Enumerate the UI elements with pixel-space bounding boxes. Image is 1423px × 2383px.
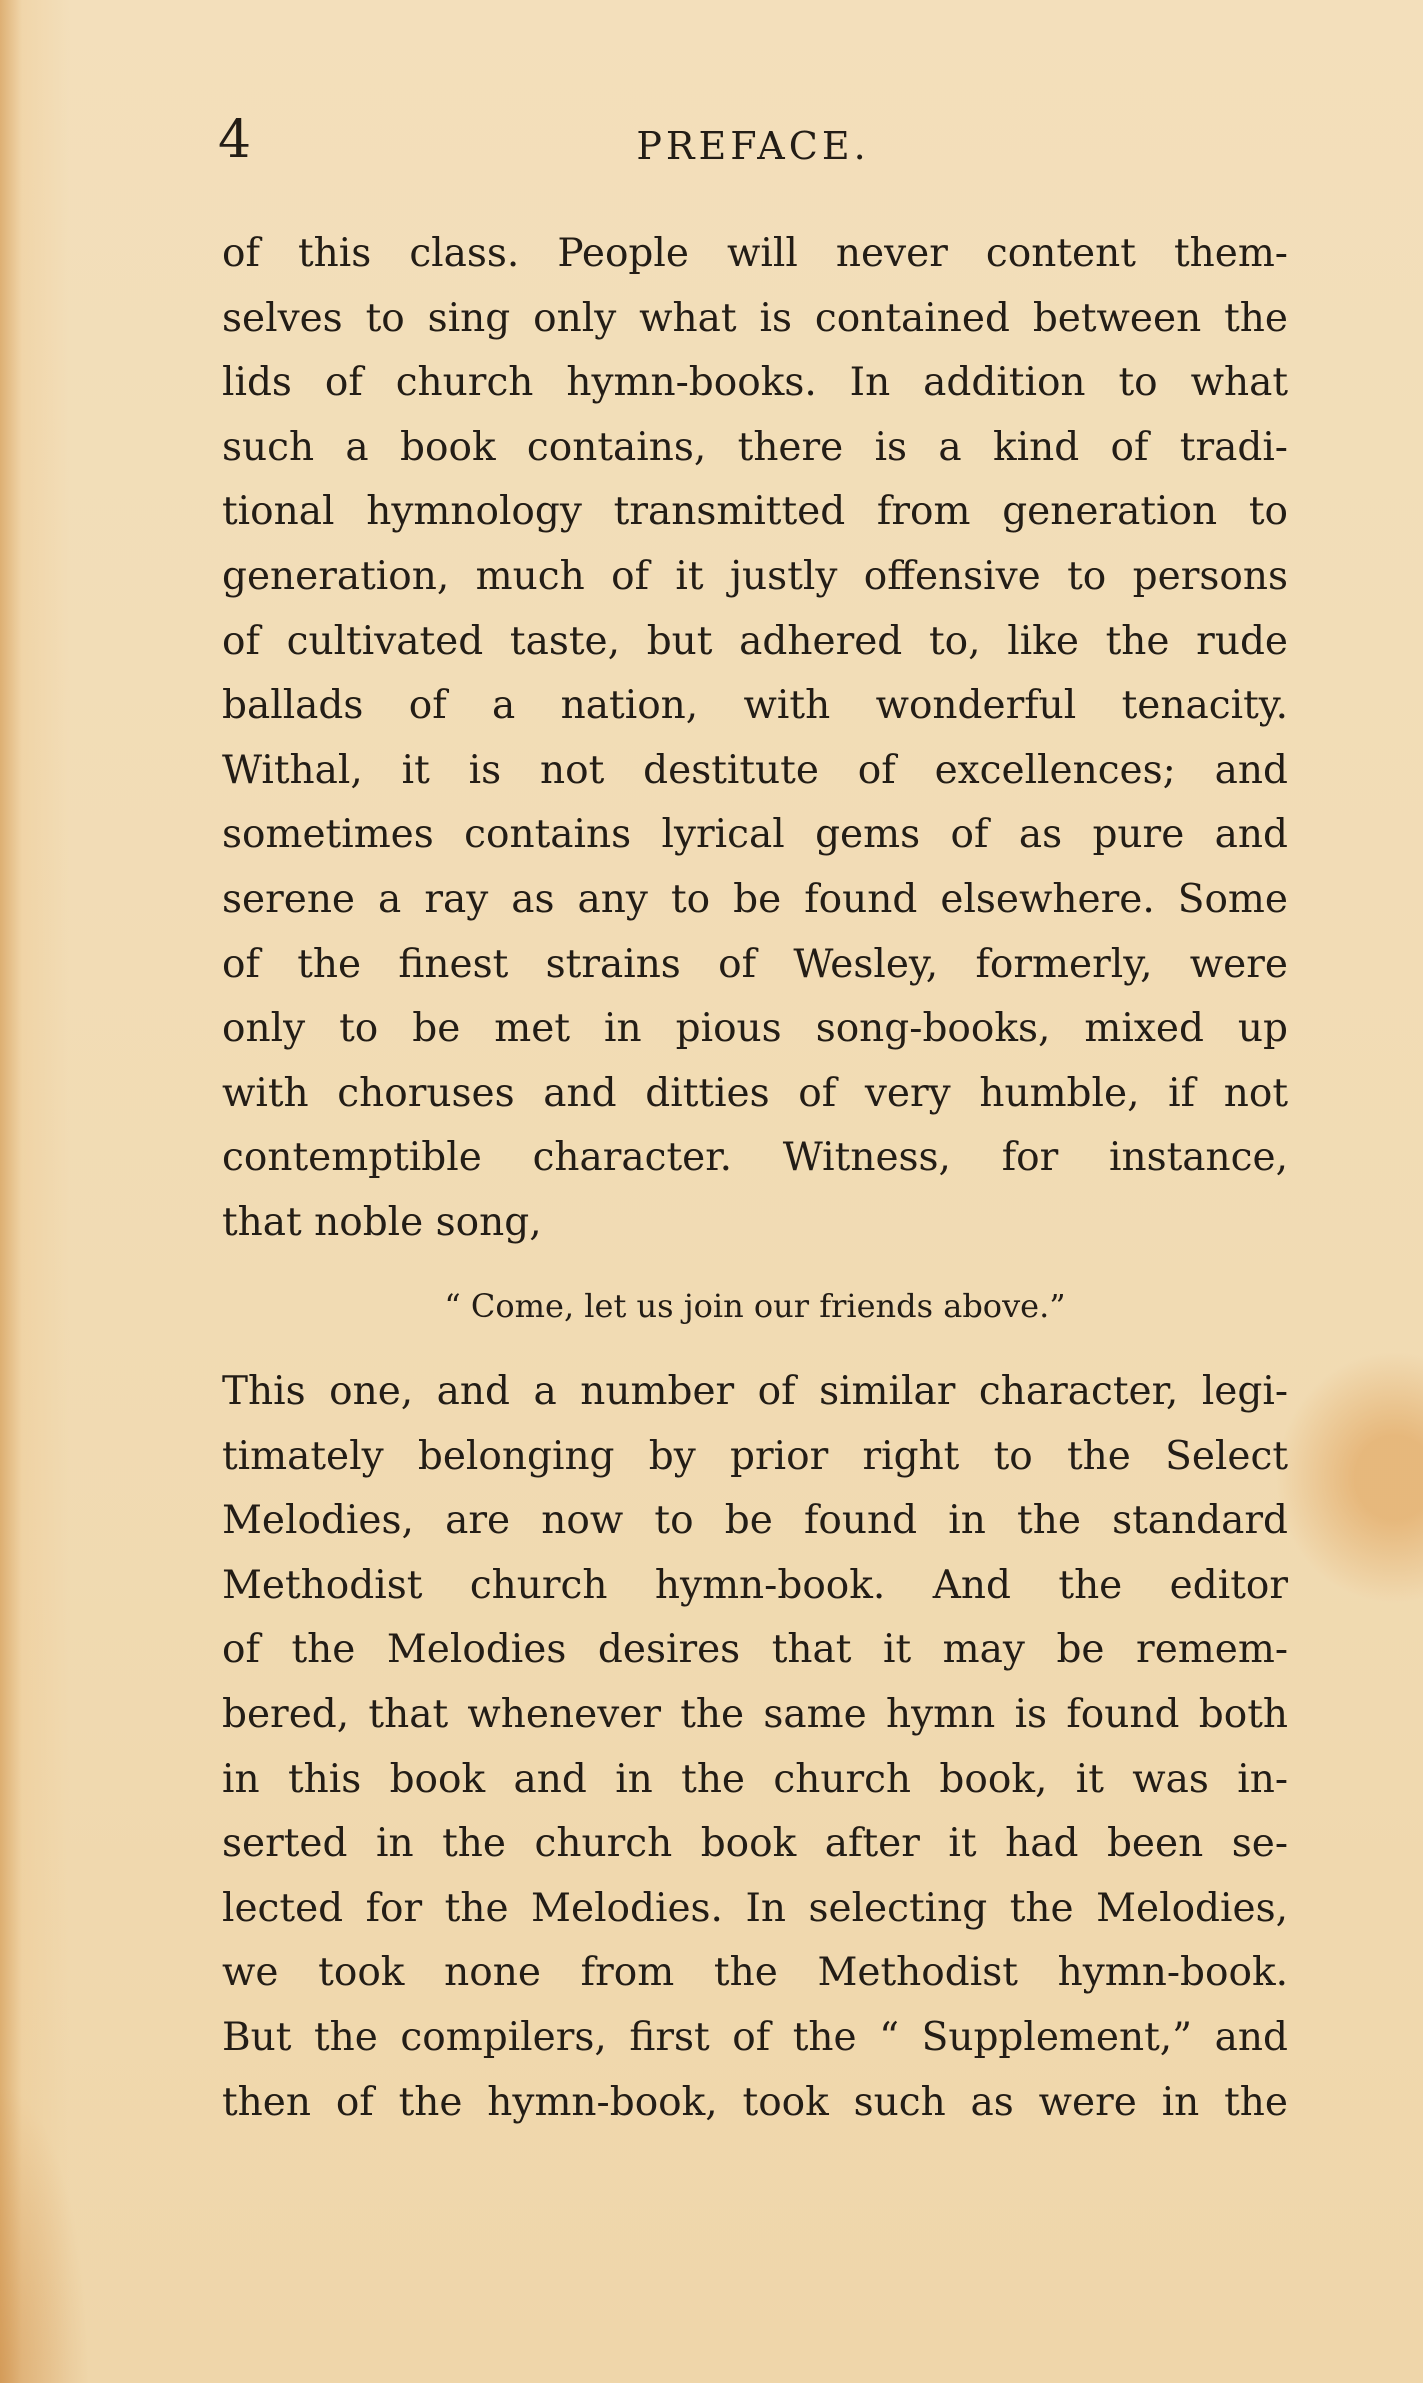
text-line: in this book and in the church book, it was in- xyxy=(222,1756,1288,1802)
text-line: sometimes contains lyrical gems of as pure and xyxy=(222,812,1288,858)
text-line: Withal, it is not destitute of excellences; and xyxy=(222,747,1288,793)
text-line: of the Melodies desires that it may be remem- xyxy=(222,1627,1288,1673)
text-line: selves to sing only what is contained between the xyxy=(222,295,1288,341)
text-line: with choruses and ditties of very humble, if not xyxy=(222,1070,1288,1116)
running-head: PREFACE. xyxy=(636,124,870,168)
quoted-hymn-title: “ Come, let us join our friends above.” xyxy=(444,1286,1066,1325)
text-line: tional hymnology transmitted from generation to xyxy=(222,489,1288,535)
text-line: we took none from the Methodist hymn-book. xyxy=(222,1950,1288,1996)
text-line: contemptible character. Witness, for instance, xyxy=(222,1135,1288,1181)
text-line: of this class. People will never content them- xyxy=(222,231,1288,276)
paper-stain xyxy=(0,2083,90,2383)
text-line: only to be met in pious song-books, mixed up xyxy=(222,1006,1288,1052)
text-line: serene a ray as any to be found elsewhere. Some xyxy=(222,876,1288,922)
text-line: Methodist church hymn-book. And the editor xyxy=(222,1562,1288,1608)
text-line: ballads of a nation, with wonderful tenacity. xyxy=(222,683,1288,729)
text-line: lids of church hymn-books. In addition to what xyxy=(222,360,1288,406)
body-text xyxy=(222,222,1288,2135)
text-line: lected for the Melodies. In selecting the Melodies, xyxy=(222,1885,1288,1931)
text-line: that noble song, xyxy=(222,1199,542,1245)
text-line: of cultivated taste, but adhered to, like the rude xyxy=(222,618,1288,664)
text-line: generation, much of it justly offensive to persons xyxy=(222,553,1288,599)
text-line: of the finest strains of Wesley, formerly, were xyxy=(222,941,1288,987)
text-line: then of the hymn-book, took such as were in the xyxy=(222,2079,1288,2125)
text-line: such a book contains, there is a kind of tradi- xyxy=(222,424,1288,470)
text-line: But the compilers, first of the “ Supplement,” and xyxy=(222,2015,1288,2061)
page-number: 4 xyxy=(218,110,252,170)
text-line: Melodies, are now to be found in the standard xyxy=(222,1498,1288,1544)
page-header xyxy=(218,112,1288,172)
text-line: timately belonging by prior right to the Select xyxy=(222,1433,1288,1479)
text-line: bered, that whenever the same hymn is found both xyxy=(222,1692,1288,1738)
text-line: serted in the church book after it had been se- xyxy=(222,1821,1288,1867)
text-line: This one, and a number of similar character, legi- xyxy=(222,1369,1288,1415)
